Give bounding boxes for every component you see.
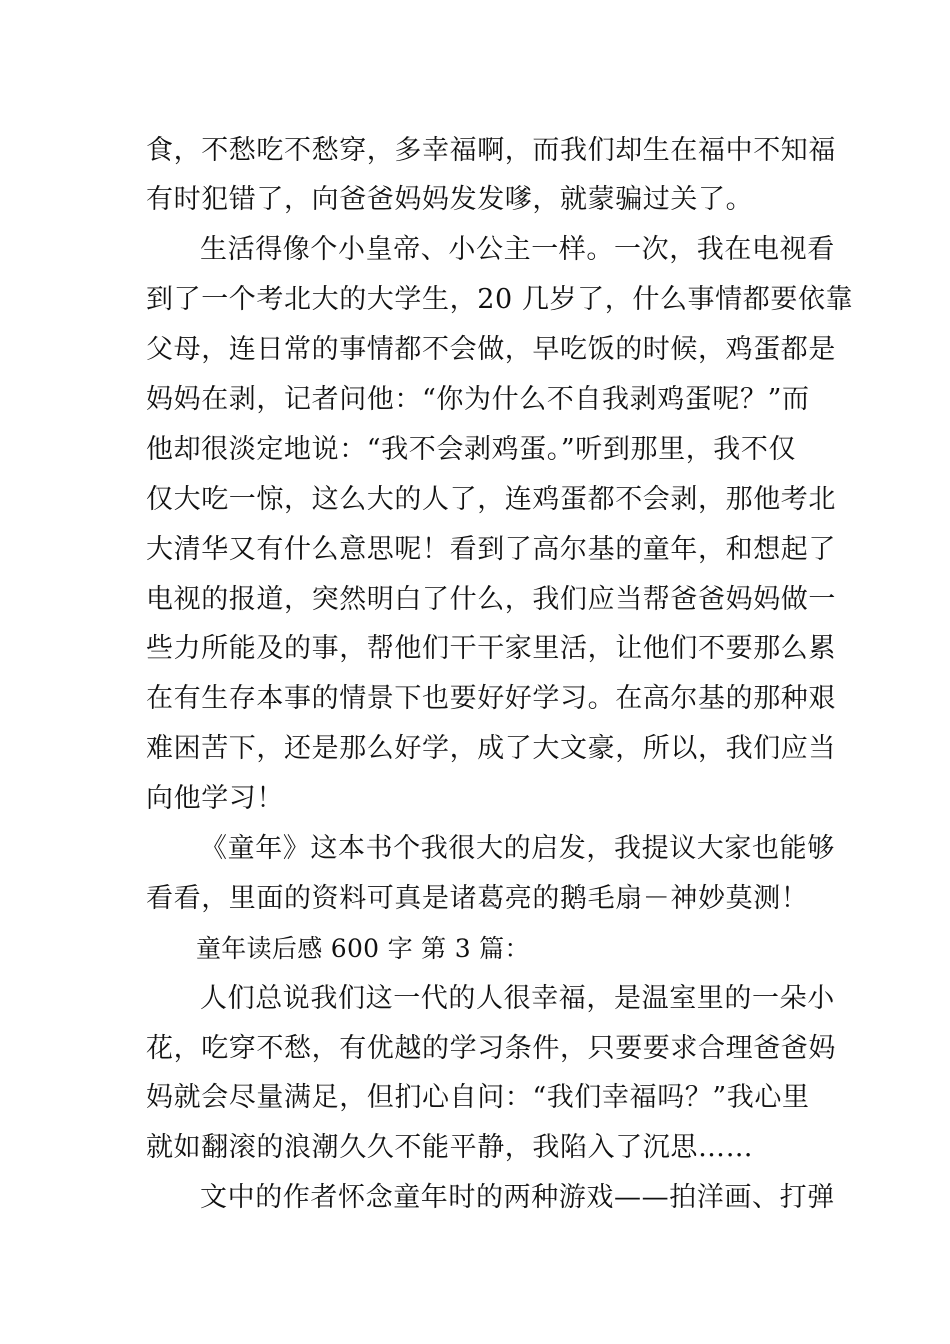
paragraph-start-line: 生活得像个小皇帝、小公主一样。一次，我在电视看 — [200, 234, 835, 265]
text-line: 难困苦下，还是那么好学，成了大文豪，所以，我们应当 — [146, 733, 836, 764]
text-line: 仅大吃一惊，这么大的人了，连鸡蛋都不会剥，那他考北 — [146, 484, 836, 515]
text-line: 妈妈在剥，记者问他：“你为什么不自我剥鸡蛋呢？”而 — [146, 384, 810, 415]
text-line: 食，不愁吃不愁穿，多幸福啊，而我们却生在福中不知福 — [146, 135, 836, 166]
text-line: 父母，连日常的事情都不会做，早吃饭的时候，鸡蛋都是 — [146, 334, 836, 365]
text-line: 在有生存本事的情景下也要好好学习。在高尔基的那种艰 — [146, 683, 836, 714]
text-line: 就如翻滚的浪潮久久不能平静，我陷入了沉思…… — [146, 1132, 754, 1163]
text-line: 有时犯错了，向爸爸妈妈发发嗲，就蒙骗过关了。 — [146, 184, 754, 215]
paragraph-start-line: 文中的作者怀念童年时的两种游戏——拍洋画、打弹 — [200, 1182, 835, 1213]
paragraph-start-line: 《童年》这本书个我很大的启发，我提议大家也能够 — [200, 833, 835, 864]
text-line: 些力所能及的事，帮他们干干家里活，让他们不要那么累 — [146, 633, 836, 664]
text-line: 大清华又有什么意思呢！看到了高尔基的童年，和想起了 — [146, 534, 836, 565]
text-line: 花，吃穿不愁，有优越的学习条件，只要要求合理爸爸妈 — [146, 1033, 836, 1064]
section-heading: 童年读后感 600 字 第 3 篇： — [196, 934, 530, 963]
text-line: 他却很淡定地说：“我不会剥鸡蛋。”听到那里，我不仅 — [146, 434, 797, 465]
text-line: 看看，里面的资料可真是诸葛亮的鹅毛扇－神妙莫测！ — [146, 883, 809, 914]
text-line: 妈就会尽量满足，但扪心自问：“我们幸福吗？”我心里 — [146, 1082, 810, 1113]
paragraph-start-line: 人们总说我们这一代的人很幸福，是温室里的一朵小 — [200, 983, 835, 1014]
text-line: 向他学习！ — [146, 783, 284, 814]
text-line: 电视的报道，突然明白了什么，我们应当帮爸爸妈妈做一 — [146, 584, 836, 615]
text-line: 到了一个考北大的大学生，20 几岁了，什么事情都要依靠 — [146, 284, 854, 315]
